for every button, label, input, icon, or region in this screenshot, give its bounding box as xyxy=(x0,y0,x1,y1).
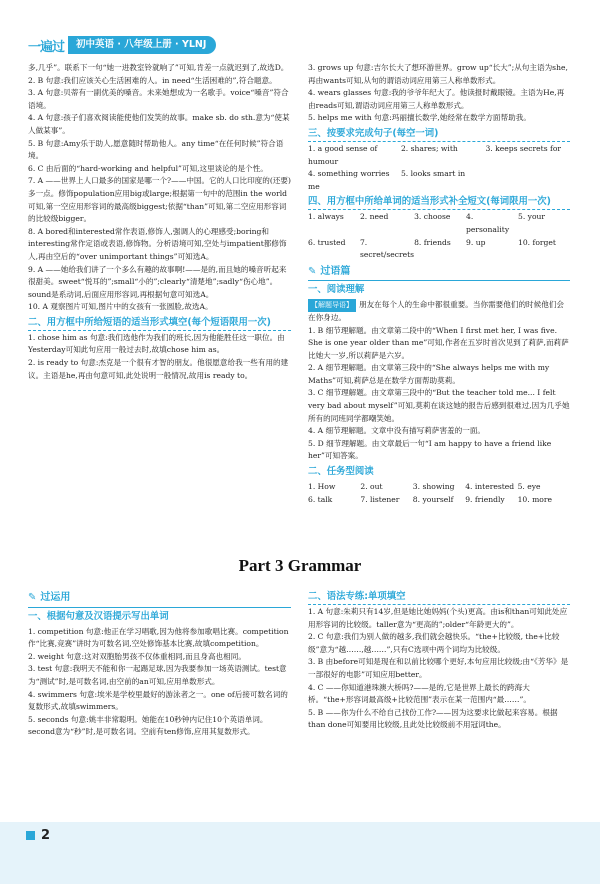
answer-cell: 5. looks smart in xyxy=(400,169,466,179)
answer-item: 5. seconds 句意:姚丰非常聪明。她能在10秒钟内记住10个英语单词。second意为“秒”时,是可数名词。空前有ten修饰,应用其复数形式。 xyxy=(28,714,268,737)
answer-item: 4. wears glasses 句意:我的爷爷年纪大了。他读报时戴眼镜。主语为He,再由reads可知,谓语动词应用第三人称单数形式。 xyxy=(308,88,565,110)
right-column-top xyxy=(308,62,570,506)
page-number-text: 2 xyxy=(41,828,51,843)
answer-grid xyxy=(308,143,570,193)
answer-cell: 8. yourself xyxy=(412,494,454,504)
answer-cell: 1. always xyxy=(308,212,344,222)
answer-item: 7. A ——世界上人口最多的国家是哪一个?——中国。它的人口比印度的(还要)多一点。修饰population应用big或large;根据第一句中的范围in the world可知,第一空应用形容词的最高级biggest;依据“than”可知,第二空应用形容词的比较级bigger。 xyxy=(28,176,291,224)
answer-cell: 1. a good sense of humour xyxy=(308,143,378,166)
page-header xyxy=(0,0,600,60)
answer-cell: 5. eye xyxy=(517,482,541,492)
answer-item: 5. D 细节理解题。由文章最后一句“I am happy to have a friend like her”可知答案。 xyxy=(308,438,552,461)
brand-bar xyxy=(24,36,216,54)
answer-cell: 6. talk xyxy=(308,494,333,504)
book-logo: 一遍过 xyxy=(28,39,65,55)
answer-item: 3. B 由before可知是现在和以前比较哪个更好,本句应用比较级;由“《芳华》是一部很好的电影”可知应用better。 xyxy=(308,657,569,679)
section-heading: 三、按要求完成句子(每空一词) xyxy=(308,127,570,142)
left-column-bottom xyxy=(28,588,291,739)
pencil-icon: ✎ xyxy=(308,265,317,277)
section-heading: 一、根据句意及汉语提示写出单词 xyxy=(28,610,169,622)
answer-item: 2. C 句意:我们为别人做的越多,我们就会越快乐。“the+比较级, the+比较级”意为“越……,越……”,只有C选项中两个词均为比较级。 xyxy=(308,632,560,654)
answer-cell: 2. shares; with xyxy=(400,143,458,153)
answer-item: 3. C 细节理解题。由文章第三段中的“But the teacher told me... I felt very bad about myself”可知,莫莉在谈这她的报告后感到很难过,因为几乎她所有的同班同学都嘲笑她。 xyxy=(308,388,570,423)
answer-grid xyxy=(308,481,570,506)
book-series-tag: 初中英语 · 八年级上册 · YLNJ xyxy=(68,36,216,54)
answer-cell: 4. interested xyxy=(465,482,515,492)
answer-item: 3. A 句意:贝蒂有一副优美的嗓音。未来她想成为一名歌手。voice“嗓音”符合语境。 xyxy=(28,88,289,110)
page-number xyxy=(26,828,50,843)
answer-cell: 2. out xyxy=(360,482,383,492)
answer-cell: 3. showing xyxy=(412,482,455,492)
pencil-icon: ✎ xyxy=(28,592,37,603)
answer-cell: 2. need xyxy=(359,212,389,222)
answer-item: 3. grows up 句意:吉尔长大了想环游世界。grow up“长大”;从句主语为she,再由wants可知,从句的谓语动词应用第三人称单数形式。 xyxy=(308,63,568,85)
tip-text: 朋友在每个人的生命中都很重要。当你需要他们的时候他们会在你身边。 xyxy=(308,300,565,322)
tip-label: 【解题导语】 xyxy=(308,299,356,312)
answer-cell: 9. friendly xyxy=(465,494,505,504)
answer-item: 5. B 句意:Amy乐于助人,愿意随时帮助他人。any time“在任何时候”符合语境。 xyxy=(28,138,284,161)
left-column-top xyxy=(28,62,291,382)
answer-cell: 10. forget xyxy=(518,237,556,247)
answer-cell: 6. trusted xyxy=(308,237,346,247)
answer-item: 10. A 观察图片可知,图片中的女孩有一张圆脸,故选A。 xyxy=(28,302,213,312)
page-footer xyxy=(0,822,600,884)
answer-item: 1. A 句意:朱莉只有14岁,但是她比她妈妈(个头)更高。由is和than可知此处应用形容词的比较级。taller意为“更高的”;older“年龄更大的”。 xyxy=(308,607,568,629)
answer-item: 5. helps me with 句意:玛丽擅长数学,她经常在数学方面帮助我。 xyxy=(308,113,531,123)
answer-grid xyxy=(308,211,570,261)
part-title: Part 3 Grammar xyxy=(238,556,362,575)
banner-title: 过运用 xyxy=(40,592,71,603)
answer-item: 3. test 句意:我明天不能和你一起踢足球,因为我要参加一场英语测试。test意为“测试”时,是可数名词,由空前的an可知,应用单数形式。 xyxy=(28,664,287,686)
answer-cell: 4. personality xyxy=(466,212,510,234)
section-heading: 二、语法专练:单项填空 xyxy=(308,590,570,605)
answer-cell: 8. friends xyxy=(414,237,451,247)
answer-cell: 10. more xyxy=(517,494,552,504)
answer-cell: 3. keeps secrets for xyxy=(485,143,562,153)
banner-title: 过语篇 xyxy=(320,265,351,277)
square-icon xyxy=(26,831,35,840)
answer-cell: 9. up xyxy=(466,237,486,247)
answer-item: 9. A ——她给我们讲了一个多么有趣的故事啊!——是的,而且她的嗓音听起来很甜美。sweet“悦耳的”;small“小的”;clearly“清楚地”;sadly“伤心地”。sound是系动词,后面应用形容词,再根据句意可知选A。 xyxy=(28,264,287,299)
tip-block xyxy=(308,299,570,324)
right-column-bottom xyxy=(308,588,570,732)
answer-item: 4. A 句意:孩子们喜欢阅读能使他们发笑的故事。make sb. do sth.意为“使某人做某事”。 xyxy=(28,113,290,135)
section-banner xyxy=(308,266,570,282)
answer-cell: 5. your xyxy=(518,212,546,222)
answer-item: 4. A 细节理解题。文章中没有描写莉萨害羞的一面。 xyxy=(308,426,486,436)
answer-cell: 1. How xyxy=(308,482,336,492)
answer-item: 2. A 细节理解题。由文章第三段中的“She always helps me with my Maths”可知,莉萨总是在数学方面帮助莫莉。 xyxy=(308,363,550,385)
answer-cell: 7. listener xyxy=(360,494,400,504)
answer-cell: 7. secret/secrets xyxy=(359,237,415,260)
answer-item: 4. C ——你知道港珠澳大桥吗?——是的,它是世界上最长的跨海大桥。“the+形容词最高级+比较范围”表示在某一范围内“最……”。 xyxy=(308,682,531,705)
answer-item: 2. is ready to 句意:杰克是一个很有才智的朋友。他很愿意给我一些有用的建议。主语是he,再由句意可知,此处说明一般情况,故用is ready to。 xyxy=(28,358,289,380)
answer-item: 5. B ——你为什么不给自己找份工作?——因为这要求比做起来容易。根据than done可知要用比较级,且此处比较级前不用冠词the。 xyxy=(308,707,558,730)
section-heading: 一、阅读理解 xyxy=(308,284,365,296)
answer-cell: 4. something worries me xyxy=(308,169,390,191)
answer-item: 2. weight 句意:这对双胞胎男孩不仅体重相同,而且身高也相同。 xyxy=(28,651,246,661)
answer-item: 1. B 细节理解题。由文章第二段中的“When I first met her, I was five. She is one year older than me”可知,作者在五岁时首次见到了莉萨,而莉萨比她大一岁,所以莉萨是六岁。 xyxy=(308,325,569,360)
answer-item: 2. B 句意:我们应该关心生活困难的人。in need“生活困难的”,符合题意。 xyxy=(28,75,277,85)
answer-item: 6. C 由后面的“hard-working and helpful”可知,这里谈论的是个性。 xyxy=(28,163,268,173)
section-heading: 二、用方框中所给短语的适当形式填空(每个短语限用一次) xyxy=(28,316,291,331)
answer-item: 1. competition 句意:他正在学习唱歌,因为他将参加歌唱比赛。competition作“比赛,竞赛”讲时为可数名词,空处修饰基本比赛,故填competition。 xyxy=(28,626,289,649)
answer-item: 多,几乎”。联系下一句“她一进教室铃就响了”可知,肯差一点就迟到了,故选D。 xyxy=(28,63,289,72)
answer-item: 4. swimmers 句意:埃米是学校里最好的游泳者之一。one of后接可数名词的复数形式,故填swimmers。 xyxy=(28,689,288,712)
answer-cell: 3. choose xyxy=(414,212,451,222)
section-banner xyxy=(28,592,291,608)
section-heading: 二、任务型阅读 xyxy=(308,466,374,478)
section-heading: 四、用方框中所给单词的适当形式补全短文(每词限用一次) xyxy=(308,195,570,210)
answer-item: 8. A bored和interested常作表语,修饰人,强调人的心理感受;boring和interesting常作定语或表语,修饰物。分析语境可知,空处与impatient都修饰人,再由空后的“over unimportant things”可知选A。 xyxy=(28,226,287,261)
answer-item: 1. chose him as 句意:我们选他作为我们的班长,因为他能胜任这一职位。由Yesterday可知此句应用一般过去时,故填chose him as。 xyxy=(28,332,285,355)
